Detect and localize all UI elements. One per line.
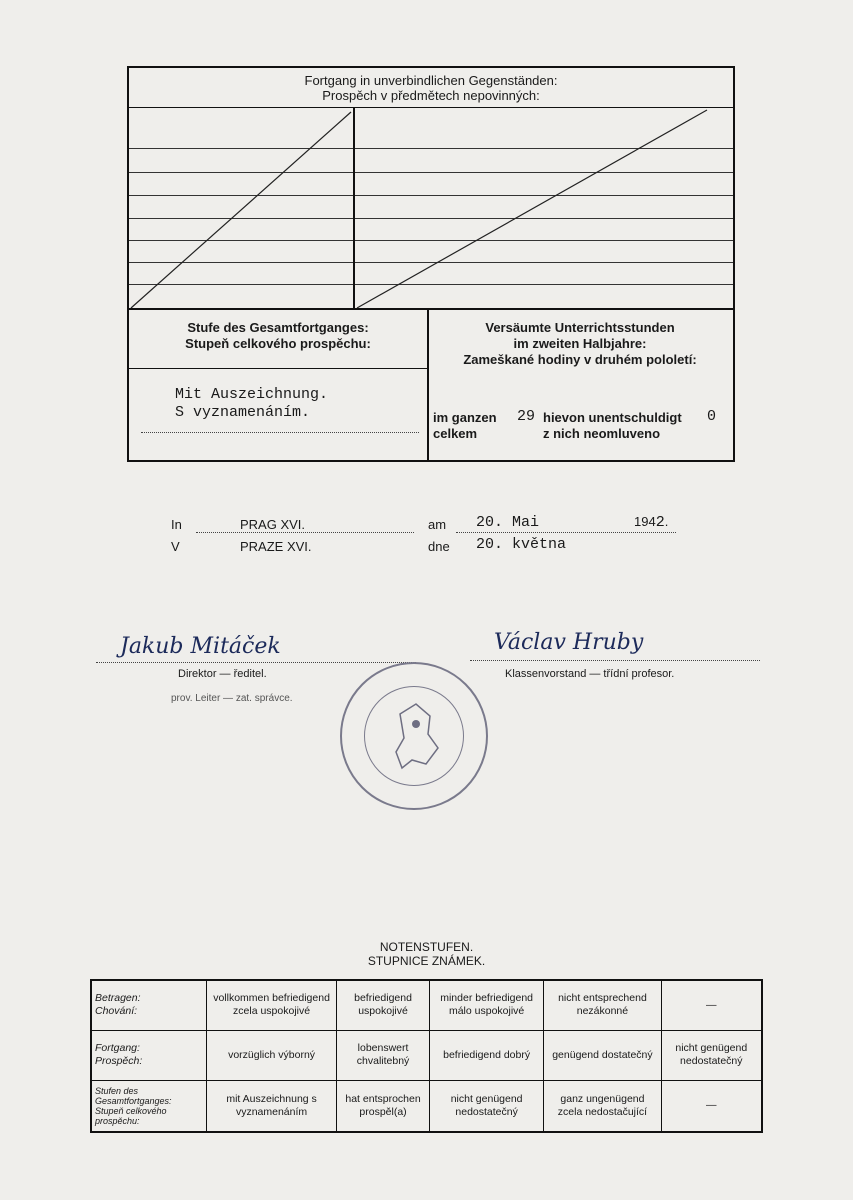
grade-scale-title-cz: STUPNICE ZNÁMEK. xyxy=(367,954,486,968)
row-label-de: Fortgang: xyxy=(95,1042,140,1054)
teacher-label: Klassenvorstand — třídní profesor. xyxy=(505,668,675,680)
date-value-de: 20. Mai xyxy=(476,514,540,531)
grade-scale-table xyxy=(90,979,763,1133)
table-cell: nicht entsprechend nezákonné xyxy=(544,980,661,1030)
row-label xyxy=(91,980,207,1030)
director-stamp-text: prov. Leiter — zat. správce. xyxy=(171,693,293,704)
date-value xyxy=(476,512,566,556)
absences-total-label-de: im ganzen xyxy=(433,410,497,425)
table-row xyxy=(91,1080,762,1132)
absences-heading-line3: Zameškané hodiny v druhém pololetí: xyxy=(463,352,697,367)
absences-total-value: 29 xyxy=(517,408,536,425)
row-label-cz: Prospěch: xyxy=(95,1055,143,1067)
grade-scale-title xyxy=(0,940,853,968)
overall-label-cz: Stupeň celkového prospěchu: xyxy=(185,336,371,351)
absences-unexcused-label-cz: z nich neomluveno xyxy=(543,426,661,441)
place-value xyxy=(240,514,312,558)
absences-unexcused-label-de: hievon unentschuldigt xyxy=(543,410,682,425)
overall-label-de: Stufe des Gesamtfortganges: xyxy=(187,320,369,335)
overall-label xyxy=(129,320,427,352)
table-cell: vorzüglich výborný xyxy=(207,1030,337,1080)
overall-value-line2: S vyznamenáním. xyxy=(175,404,311,421)
place-value-cz: PRAZE XVI. xyxy=(240,539,312,554)
year-prefix: 194 xyxy=(634,514,656,529)
place-prefix-de: In xyxy=(171,517,182,532)
director-signature: Jakub Mitáček xyxy=(120,634,281,659)
school-seal xyxy=(340,662,488,810)
absences-heading-line1: Versäumte Unterrichtsstunden xyxy=(485,320,675,335)
year-suffix: 2 xyxy=(655,514,665,531)
grade-scale-title-de: NOTENSTUFEN. xyxy=(379,940,474,954)
table-cell: nicht genügend nedostatečný xyxy=(661,1030,762,1080)
date-prefix-cz: dne xyxy=(428,539,450,554)
row-label xyxy=(91,1030,207,1080)
optional-subjects-heading-cz: Prospěch v předmětech nepovinných: xyxy=(322,88,540,103)
teacher-dotted-line xyxy=(470,660,760,661)
director-label-text: Direktor — ředitel. xyxy=(178,668,267,680)
date-dotted-line xyxy=(456,532,676,533)
table-cell: befriedigend dobrý xyxy=(429,1030,543,1080)
table-cell: ganz ungenügend zcela nedostačující xyxy=(544,1080,661,1132)
table-row xyxy=(91,1030,762,1080)
row-label-cz: Chování: xyxy=(95,1005,138,1018)
row-label-de: Stufen des Gesamtfortganges: xyxy=(95,1085,172,1106)
table-cell: — xyxy=(661,1080,762,1132)
table-cell: vollkommen befriedigend zcela uspokojivé xyxy=(207,980,337,1030)
table-row xyxy=(91,980,762,1030)
absences-unexcused-label xyxy=(543,410,682,442)
optional-subjects-frame xyxy=(127,66,735,462)
table-cell: nicht genügend nedostatečný xyxy=(429,1080,543,1132)
absences-heading xyxy=(427,320,733,368)
cancel-strikes xyxy=(129,108,733,310)
row-label xyxy=(91,1080,207,1132)
absences-unexcused-value: 0 xyxy=(707,408,717,425)
director-dotted-line xyxy=(96,662,416,663)
overall-label-divider xyxy=(129,368,427,369)
place-value-de: PRAG XVI. xyxy=(240,517,306,532)
absences-total-label-cz: celkem xyxy=(433,426,478,441)
table-cell: genügend dostatečný xyxy=(544,1030,661,1080)
optional-subjects-header xyxy=(129,68,733,108)
table-cell: — xyxy=(661,980,762,1030)
absences-heading-line2: im zweiten Halbjahre: xyxy=(513,336,647,351)
teacher-signature: Václav Hruby xyxy=(494,630,644,655)
date-prefix-de: am xyxy=(428,517,447,532)
row-label-cz: Stupeň celkového prospěchu: xyxy=(95,1105,167,1126)
table-cell: lobenswert chvalitebný xyxy=(337,1030,430,1080)
table-cell: minder befriedigend málo uspokojivé xyxy=(429,980,543,1030)
year: 1942. xyxy=(634,514,669,531)
place-prefix xyxy=(171,514,182,558)
absences-total-label xyxy=(433,410,497,442)
place-prefix-cz: V xyxy=(171,539,180,554)
table-cell: mit Auszeichnung s vyznamenáním xyxy=(207,1080,337,1132)
overall-dotted-line xyxy=(141,432,419,433)
optional-subjects-heading-de: Fortgang in unverbindlichen Gegenständen: xyxy=(304,73,558,88)
table-cell: hat entsprochen prospěl(a) xyxy=(337,1080,430,1132)
place-dotted-line xyxy=(196,532,414,533)
date-prefix xyxy=(428,514,450,558)
director-label xyxy=(178,668,267,680)
overall-value-line1: Mit Auszeichnung. xyxy=(175,386,329,403)
row-label-de: Betragen: xyxy=(95,992,141,1005)
overall-value xyxy=(175,386,328,422)
table-cell: befriedigend uspokojivé xyxy=(337,980,430,1030)
date-value-cz: 20. května xyxy=(476,536,567,553)
section-divider xyxy=(129,308,733,310)
seal-lion-emblem xyxy=(342,664,490,812)
